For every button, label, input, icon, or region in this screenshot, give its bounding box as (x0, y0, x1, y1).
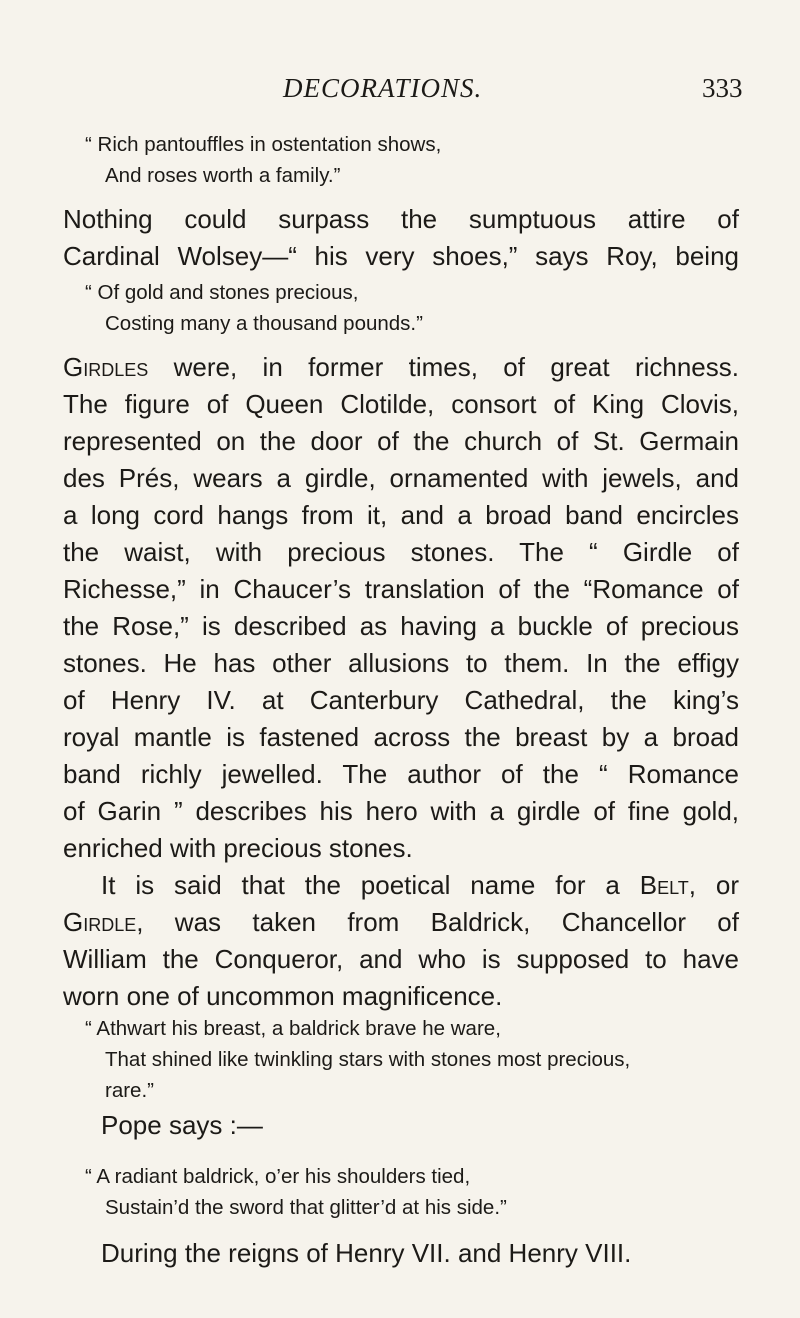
text-line: The figure of Queen Clotilde, consort of King Clovis, (63, 389, 739, 419)
verse-line: “ Of gold and stones precious, (85, 281, 359, 304)
paragraph-baldrick (63, 867, 739, 1015)
text-line: Cardinal Wolsey—“ his very shoes,” says Roy, being (63, 241, 739, 271)
text-line: Richesse,” in Chaucer’s translation of the “Romance of (63, 574, 739, 604)
paragraph-wolsey (63, 201, 739, 275)
verse-line: “ Athwart his breast, a baldrick brave he ware, (85, 1017, 501, 1040)
text-line: a long cord hangs from it, and a broad band encircles (63, 500, 739, 530)
text-line: band richly jewelled. The author of the “ Romance (63, 759, 739, 789)
paragraph-reigns (63, 1235, 739, 1272)
text-line: stones. He has other allusions to them. In the effigy (63, 648, 739, 678)
text-fragment: , was taken from Baldrick, Chancellor of (136, 907, 739, 937)
text-line: Nothing could surpass the sumptuous attire of (63, 204, 739, 234)
text-line (63, 349, 739, 386)
small-caps-term: Belt (639, 870, 689, 900)
text-line: the Rose,” is described as having a buckle of precious (63, 611, 739, 641)
small-caps-term: Girdle (63, 907, 137, 937)
paragraph-girdles (63, 349, 739, 867)
text-line: William the Conqueror, and who is supposed to have (63, 944, 739, 974)
text-line (63, 867, 739, 904)
verse-line: “ Rich pantouffles in ostentation shows, (85, 133, 442, 156)
running-head (0, 73, 800, 117)
text-line: of Henry IV. at Canterbury Cathedral, the king’s (63, 685, 739, 715)
text-line: of Garin ” describes his hero with a girdle of fine gold, (63, 796, 739, 826)
verse-line: Sustain’d the sword that glitter’d at his side.” (105, 1196, 507, 1219)
verse-quote-radiant (85, 1161, 745, 1223)
small-caps-term: Girdles (63, 352, 149, 382)
verse-line: Costing many a thousand pounds.” (105, 312, 423, 335)
text-line: represented on the door of the church of St. Germain (63, 426, 739, 456)
text-fragment: were, in former times, of great richness. (148, 352, 739, 382)
text-line: Pope says :— (101, 1110, 263, 1140)
text-line: worn one of uncommon magnificence. (63, 981, 503, 1011)
text-fragment: It is said that the poetical name for a (101, 870, 640, 900)
paragraph-pope (63, 1107, 739, 1144)
verse-line: And roses worth a family.” (105, 164, 341, 187)
text-line: des Prés, wears a girdle, ornamented with jewels, and (63, 463, 739, 493)
text-line: royal mantle is fastened across the breast by a broad (63, 722, 739, 752)
verse-line: That shined like twinkling stars with stones most precious, (105, 1048, 631, 1071)
verse-quote-athwart (85, 1013, 745, 1106)
verse-quote-pantouffles (85, 129, 745, 191)
page-number: 333 (702, 73, 743, 103)
running-title: DECORATIONS. (283, 73, 483, 103)
verse-line: “ A radiant baldrick, o’er his shoulders tied, (85, 1165, 471, 1188)
verse-quote-gold (85, 277, 745, 339)
text-line (63, 904, 739, 941)
text-line: the waist, with precious stones. The “ Girdle of (63, 537, 739, 567)
text-fragment: , or (688, 870, 739, 900)
text-line: During the reigns of Henry VII. and Henry VIII. (101, 1238, 632, 1268)
text-line: enriched with precious stones. (63, 833, 413, 863)
verse-line: rare.” (105, 1079, 154, 1102)
